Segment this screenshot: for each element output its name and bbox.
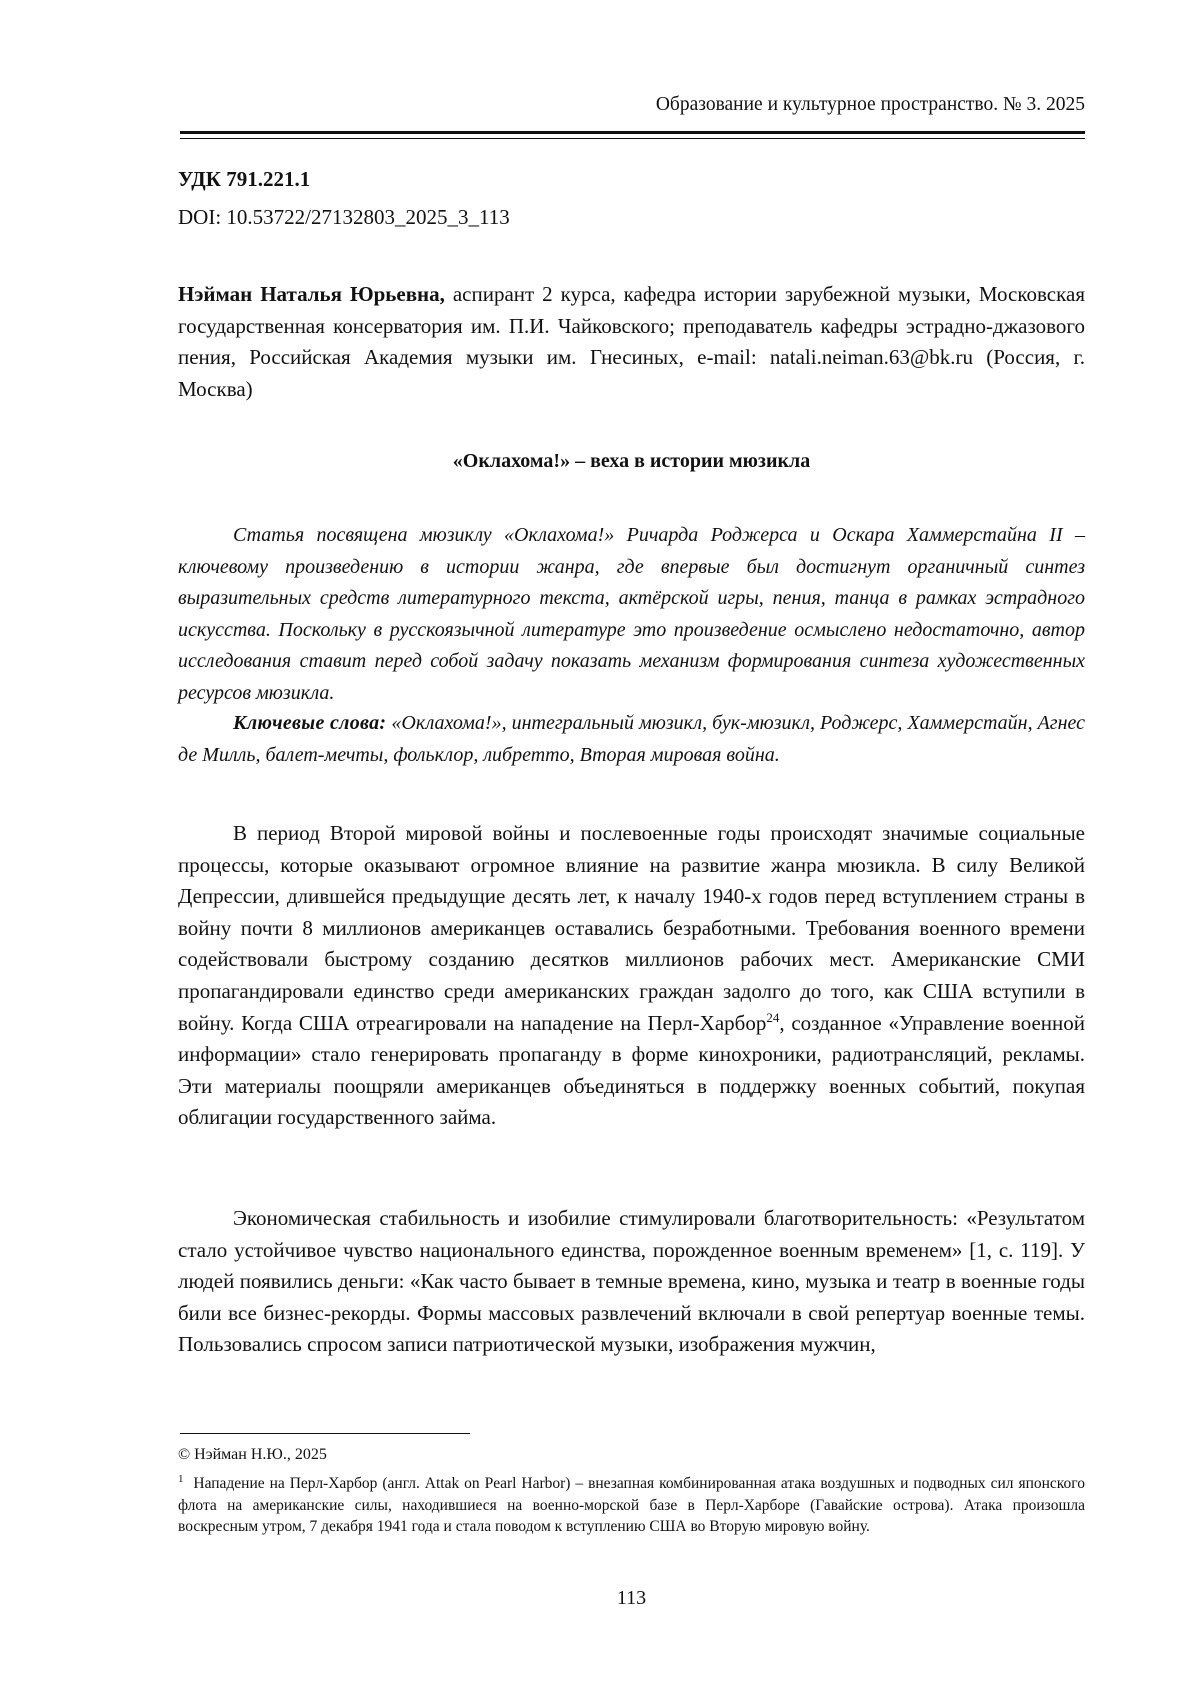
body-paragraph-2: Экономическая стабильность и изобилие стимулировали благотворительность: «Результатом стало устойчивое чувство национального единства, порожденное военным временем» [1, с. 119]. У людей появились деньги: «Как часто бывает в темные времена, кино, музыка и театр в военные годы били все бизнес-рекорды. Формы массовых развлечений включали в свой репертуар военные темы. Пользовались спросом записи патриотической музыки, изображения мужчин,	[178, 1206, 1085, 1357]
abstract: Статья посвящена мюзиклу «Оклахома!» Ричарда Роджерса и Оскара Хаммерстайна II – ключевому произведению в истории жанра, где впервые был достигнут органичный синтез выразительных средств литературного текста, актёрской игры, пения, танца в рамках эстрадного искусства. Поскольку в русскоязычной литературе это произведение осмыслено недостаточно, автор исследования ставит перед собой задачу показать механизм формирования синтеза художественных ресурсов мюзикла.	[178, 524, 1085, 704]
author-block	[178, 279, 1085, 405]
paragraph-1-text-b: , созданное «Управление военной информации» стало генерировать пропаганду в форме кинохроники, радиотрансляций, рекламы. Эти материалы поощряли американцев объединяться в поддержку военных событий, покупая облигации государственного займа.	[178, 1010, 1086, 1130]
keywords-label: Ключевые слова:	[233, 712, 387, 734]
article-title: «Оклахома!» – веха в истории мюзикла	[452, 450, 811, 472]
header-rule-thin	[180, 138, 1085, 139]
paragraph-1-text-a: В период Второй мировой войны и послевоенные годы происходят значимые социальные процессы, которые оказывают огромное влияние на развитие жанра мюзикла. В силу Великой Депрессии, длившейся предыдущие десять лет, к началу 1940-х годов перед вступлением страны в войну почти 8 миллионов американцев оставались безработными. Требования военного времени содействовали быстрому созданию десятков миллионов рабочих мест. Американские СМИ пропагандировали единство среди американских граждан задолго до того, как США вступили в войну. Когда США отреагировали на нападение на Перл-Харбор	[178, 821, 1085, 1035]
footnote-text: Нападение на Перл-Харбор (англ. Attak on Pearl Harbor) – внезапная комбинированная атака воздушных и подводных сил японского флота на американские силы, находившиеся на военно-морской базе в Перл-Харборе (Гавайские острова). Атака произошла воскресным утром, 7 декабря 1941 года и стала поводом к вступлению США во Вторую мировую войну.	[178, 1475, 1086, 1535]
author-name: Нэйман Наталья Юрьевна,	[178, 282, 445, 306]
keywords	[178, 708, 1085, 771]
footnote-separator	[180, 1433, 470, 1434]
copyright-note: © Нэйман Н.Ю., 2025	[178, 1446, 327, 1463]
author-affiliation: аспирант 2 курса, кафедра истории зарубежной музыки, Московская государственная консерватория им. П.И. Чайковского; преподаватель кафедры эстрадно-джазового пения, Российская Академия музыки им. Гнесиных, e-mail: natali.neiman.63@bk.ru (Россия, г. Москва)	[178, 282, 1085, 401]
doi: DOI: 10.53722/27132803_2025_3_113	[178, 205, 510, 229]
keywords-list: «Оклахома!», интегральный мюзикл, бук-мюзикл, Роджерс, Хаммерстайн, Агнес де Милль, балет-мечты, фольклор, либретто, Вторая мировая война.	[178, 712, 1086, 766]
body-paragraph-1	[178, 818, 1085, 1134]
udk-code: УДК 791.221.1	[178, 167, 311, 191]
footnote-mark: 1	[178, 1472, 184, 1485]
footnote	[178, 1473, 1085, 1538]
header-rule-thick	[180, 131, 1085, 134]
page-number: 113	[616, 1587, 647, 1609]
footnote-reference[interactable]: 24	[766, 1009, 780, 1025]
running-head: Образование и культурное пространство. № 3. 2025	[655, 94, 1085, 115]
